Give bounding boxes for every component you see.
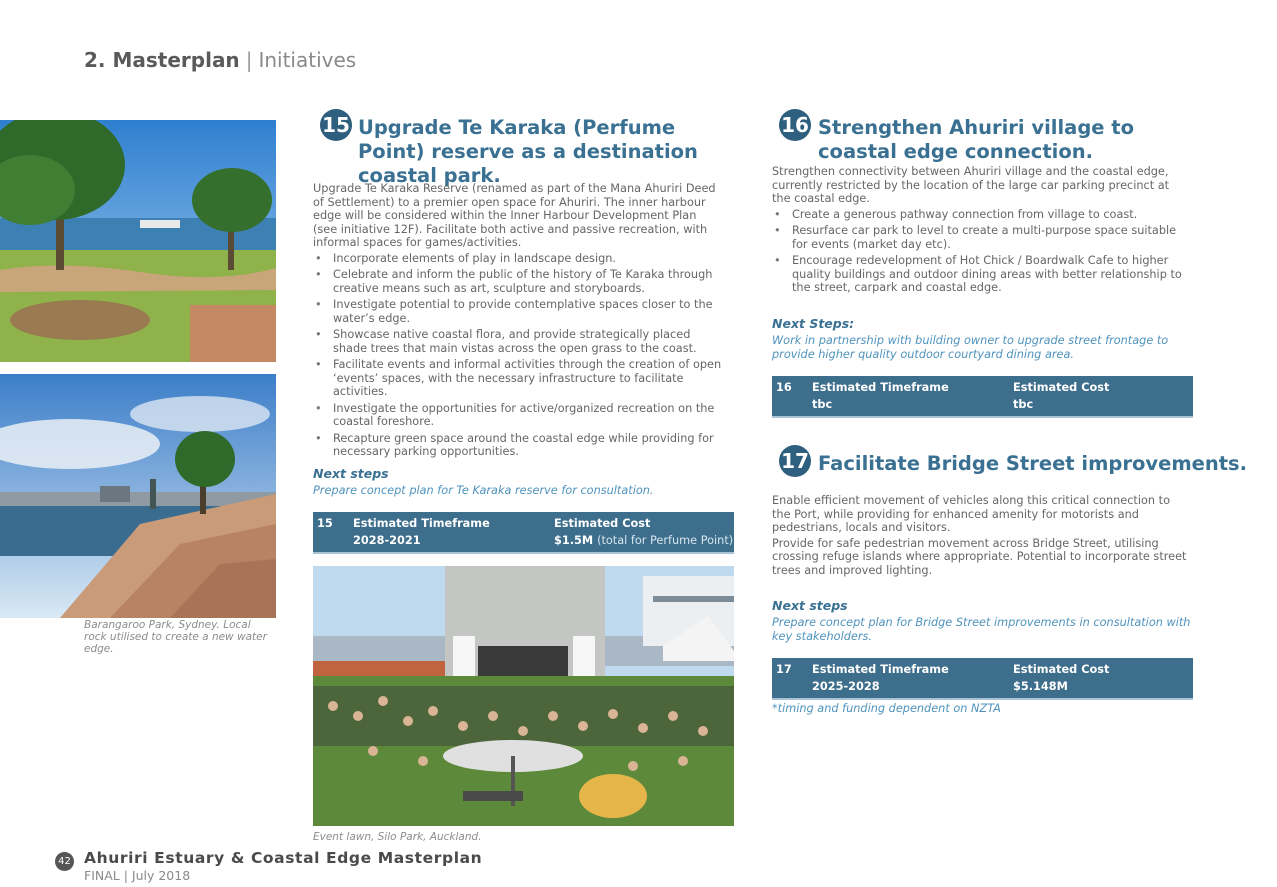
initiative-17-number: 17: [779, 445, 811, 477]
list-item: • Encourage redevelopment of Hot Chick / Boardwalk Cafe to higher quality buildings and outdoor dining areas with better relationship to the street, carpark and coastal edge.: [772, 254, 1187, 295]
initiative-16-next-text: Work in partnership with building owner to upgrade street frontage to provide higher quality outdoor courtyard dining area.: [772, 334, 1169, 361]
cost-value: tbc: [1013, 398, 1034, 411]
rock-edge-photo: [0, 374, 276, 618]
initiative-15-table: [313, 512, 734, 554]
initiative-15-next-text: Prepare concept plan for Te Karaka reserve for consultation.: [313, 484, 654, 497]
document-title: Ahuriri Estuary & Coastal Edge Masterplan: [84, 849, 483, 867]
initiative-16-table: [772, 376, 1193, 418]
section-title: 2. Masterplan: [84, 48, 240, 72]
initiative-15-bullets: [313, 252, 723, 459]
park-photo-top: [0, 120, 276, 362]
table-number: 15: [317, 517, 333, 530]
document-status: FINAL | July 2018: [84, 868, 191, 883]
initiative-15-intro: Upgrade Te Karaka Reserve (renamed as part of the Mana Ahuriri Deed of Settlement) to a premier open space for Ahuriri. The inner harbour edge will be considered within the Inner Harbour Development Plan (see initiative 12F). Facilitate both active and passive recreation, with informal spaces for games/activities.: [313, 182, 716, 249]
list-item: • Investigate potential to provide contemplative spaces closer to the water’s edge.: [313, 298, 723, 325]
photo-caption-left: Barangaroo Park, Sydney. Local rock utilised to create a new water edge.: [84, 619, 267, 655]
section-subtitle: Initiatives: [258, 48, 357, 72]
initiative-15-next-heading: Next steps: [313, 466, 389, 481]
timeframe-label: Estimated Timeframe: [812, 663, 949, 676]
table-number: 16: [776, 381, 792, 394]
initiative-17-next-text: Prepare concept plan for Bridge Street improvements in consultation with key stakeholders.: [772, 616, 1191, 643]
initiative-16-body: [772, 165, 1187, 298]
cost-value: $1.5M: [554, 534, 594, 547]
initiative-16-intro: Strengthen connectivity between Ahuriri village and the coastal edge, currently restricted by the location of the large car parking precinct at the coastal edge.: [772, 165, 1170, 205]
initiative-16-number: 16: [779, 109, 811, 141]
initiative-16-bullets: [772, 208, 1187, 295]
list-item: • Recapture green space around the coastal edge while providing for necessary parking opportunities.: [313, 432, 723, 459]
timeframe-value: 2025-2028: [812, 680, 880, 693]
header-separator: |: [245, 48, 253, 72]
cost-label: Estimated Cost: [1013, 381, 1110, 394]
timeframe-label: Estimated Timeframe: [812, 381, 949, 394]
page-number: 42: [55, 852, 74, 871]
cost-value-group: [554, 534, 733, 547]
list-item: • Create a generous pathway connection from village to coast.: [772, 208, 1187, 222]
timeframe-label: Estimated Timeframe: [353, 517, 490, 530]
initiative-17-next-heading: Next steps: [772, 598, 848, 613]
list-item: • Celebrate and inform the public of the history of Te Karaka through creative means such as art, sculpture and storyboards.: [313, 268, 723, 295]
timeframe-value: 2028-2021: [353, 534, 421, 547]
table-number: 17: [776, 663, 792, 676]
list-item: • Resurface car park to level to create a multi-purpose space suitable for events (market day etc).: [772, 224, 1187, 251]
list-item: • Facilitate events and informal activities through the creation of open ‘events’ spaces, with the necessary infrastructure to facilitate activities.: [313, 358, 723, 399]
initiative-17-body: [772, 494, 1187, 579]
initiative-15-number: 15: [320, 109, 352, 141]
initiative-15-body: [313, 182, 723, 462]
initiative-17-para-2: Provide for safe pedestrian movement across Bridge Street, utilising crossing refuge islands where appropriate. Potential to incorporate street trees and improved lighting.: [772, 536, 1187, 577]
initiative-16-next-heading: Next Steps:: [772, 316, 855, 331]
initiative-16-title: Strengthen Ahuriri village to coastal edge connection.: [818, 116, 1135, 163]
initiative-15-title: Upgrade Te Karaka (Perfume Point) reserve as a destination coastal park.: [358, 116, 698, 187]
page-header: [84, 48, 356, 72]
list-item: • Incorporate elements of play in landscape design.: [313, 252, 723, 266]
initiative-17-para-1: Enable efficient movement of vehicles along this critical connection to the Port, while providing for enhanced amenity for motorists and pedestrians, locals and visitors.: [772, 494, 1170, 534]
cost-note: (total for Perfume Point): [597, 534, 734, 547]
list-item: • Showcase native coastal flora, and provide strategically placed shade trees that main vistas across the open grass to the coast.: [313, 328, 723, 355]
timeframe-value: tbc: [812, 398, 833, 411]
cost-label: Estimated Cost: [554, 517, 651, 530]
initiative-17-title: Facilitate Bridge Street improvements.: [818, 452, 1248, 475]
initiative-17-footnote: *timing and funding dependent on NZTA: [772, 702, 1001, 715]
cost-label: Estimated Cost: [1013, 663, 1110, 676]
photo-caption-event: Event lawn, Silo Park, Auckland.: [313, 831, 482, 843]
event-lawn-photo: [313, 566, 734, 826]
initiative-17-table: [772, 658, 1193, 700]
cost-value: $5.148M: [1013, 680, 1068, 693]
list-item: • Investigate the opportunities for active/organized recreation on the coastal foreshore.: [313, 402, 723, 429]
